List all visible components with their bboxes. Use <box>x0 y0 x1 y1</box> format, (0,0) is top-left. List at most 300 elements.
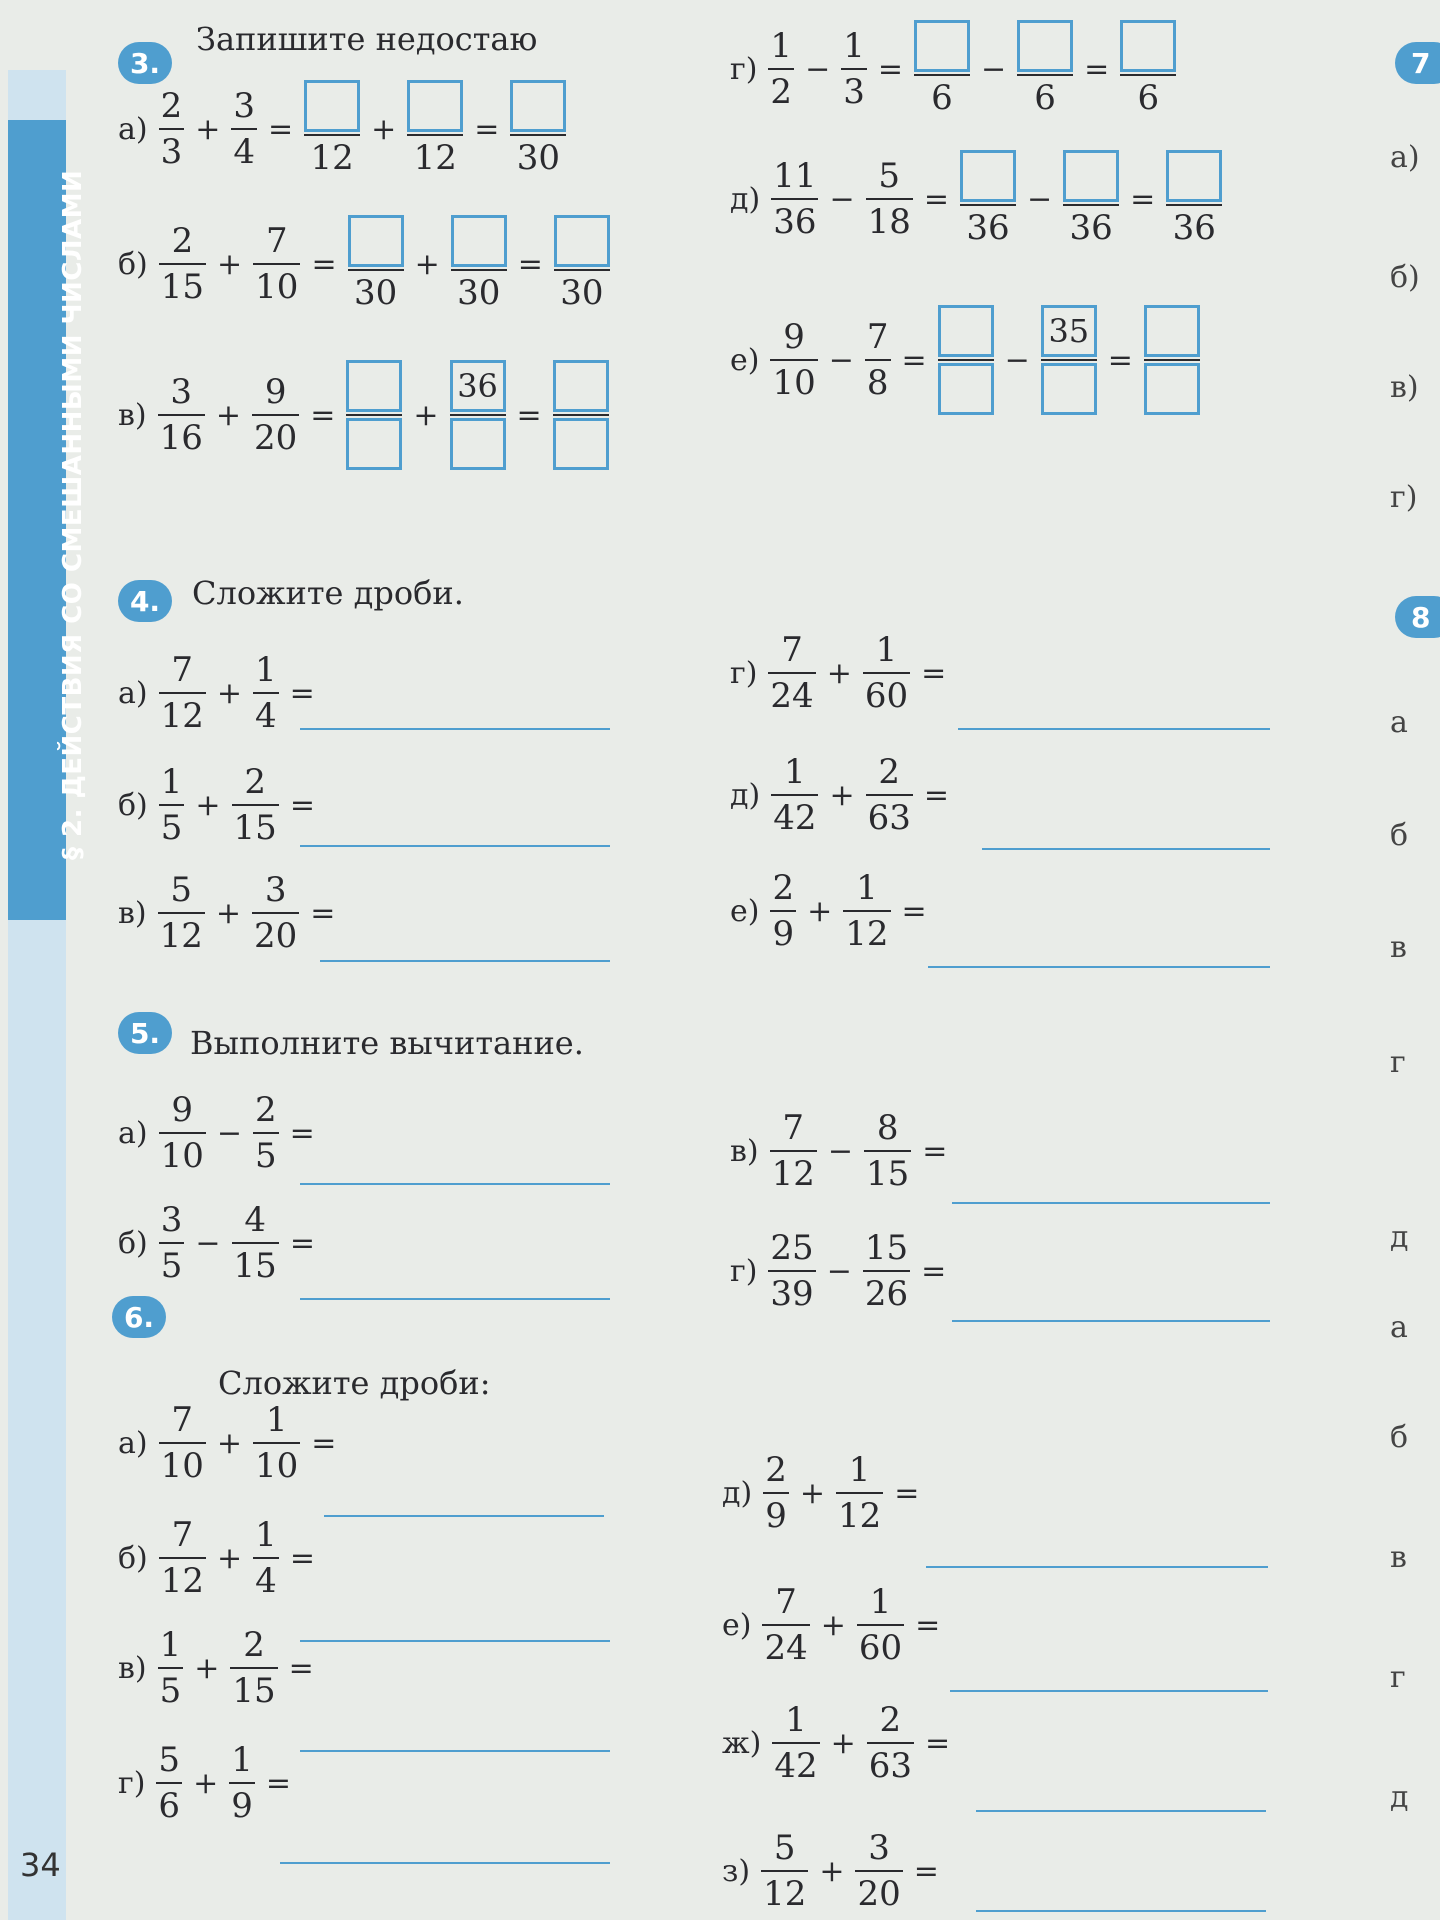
fraction-1-denominator: 10 <box>160 1446 204 1486</box>
fraction-1-bar <box>772 1742 819 1744</box>
fraction-2 <box>863 630 910 716</box>
answer-fraction-2-denominator-box[interactable] <box>1041 363 1097 415</box>
fraction-2-denominator: 18 <box>867 202 911 242</box>
answer-fraction-2 <box>1017 20 1073 118</box>
answer-fraction-2-denominator: 6 <box>1034 78 1056 118</box>
fraction-2-bar <box>864 1150 911 1152</box>
exercise-3-item-v <box>118 360 612 470</box>
operator: + <box>215 397 241 433</box>
fraction-2-denominator: 4 <box>255 1561 277 1601</box>
ex6-answer-line-6[interactable] <box>950 1690 1268 1692</box>
fraction-2-bar <box>253 1557 279 1559</box>
exercise-4-badge: 4. <box>118 580 172 622</box>
fraction-2-numerator: 7 <box>866 317 889 357</box>
operator: + <box>807 893 833 929</box>
answer-fraction-1-denominator-box[interactable] <box>938 363 994 415</box>
ex6-answer-line-5[interactable] <box>926 1566 1268 1568</box>
fraction-2 <box>252 372 299 458</box>
answer-fraction-2 <box>1041 305 1097 415</box>
fraction-1 <box>768 630 815 716</box>
next-page-letter: б <box>1390 818 1409 853</box>
equals-sign: = <box>268 111 294 147</box>
operator: + <box>193 1765 219 1801</box>
fraction-2 <box>866 752 913 838</box>
fraction-1 <box>159 221 206 307</box>
fraction-1-bar <box>159 804 185 806</box>
fraction-1-numerator: 1 <box>770 26 793 66</box>
equals-sign: = <box>289 1540 315 1576</box>
fraction-1-denominator: 15 <box>160 267 205 307</box>
fraction-2-bar <box>866 794 913 796</box>
answer-fraction-2 <box>450 360 506 470</box>
fraction-2 <box>863 1228 910 1314</box>
fraction-1-bar <box>771 794 818 796</box>
fraction-2-bar <box>866 198 913 200</box>
fraction-1-numerator: 2 <box>772 868 795 908</box>
equals-sign: = <box>877 51 903 87</box>
fraction-2-bar <box>253 692 279 694</box>
fraction-2-numerator: 7 <box>265 221 288 261</box>
fraction-2-denominator: 4 <box>233 132 256 172</box>
fraction-1-numerator: 1 <box>785 1700 807 1740</box>
equals-sign: = <box>310 397 336 433</box>
answer-fraction-1 <box>348 215 404 313</box>
item-label: б) <box>118 1540 148 1576</box>
answer-fraction-3-numerator-box[interactable] <box>1166 150 1222 202</box>
ex4-answer-line-2[interactable] <box>300 845 610 847</box>
item-label: в) <box>118 895 147 931</box>
fraction-1-denominator: 10 <box>160 1136 204 1176</box>
operator: + <box>413 397 439 433</box>
fraction-1 <box>159 762 185 848</box>
answer-fraction-3-numerator-box[interactable] <box>1144 305 1200 357</box>
fraction-1-denominator: 9 <box>765 1496 787 1536</box>
exercise-3-item-e <box>730 305 1203 415</box>
item-label: б) <box>118 246 148 282</box>
item-label: г) <box>730 655 758 691</box>
ex6-item-2 <box>118 1515 319 1601</box>
fraction-2-denominator: 60 <box>864 676 909 716</box>
ex6-item-1 <box>118 1400 340 1486</box>
fraction-2 <box>232 762 279 848</box>
answer-fraction-2-bar <box>1041 359 1097 361</box>
exercise-5-heading: Выполните вычитание. <box>190 1024 584 1062</box>
next-page-letter: б <box>1390 1420 1409 1455</box>
fraction-1 <box>771 156 818 242</box>
fraction-2-numerator: 2 <box>879 1700 902 1740</box>
answer-fraction-1 <box>346 360 402 470</box>
fraction-1 <box>762 1582 809 1668</box>
ex5-answer-line-4[interactable] <box>952 1320 1270 1322</box>
fraction-2 <box>229 1740 255 1826</box>
operator: + <box>217 246 243 282</box>
fraction-1-numerator: 9 <box>783 317 805 357</box>
answer-fraction-1-numerator-box[interactable] <box>960 150 1016 202</box>
ex4-item-6 <box>730 868 931 954</box>
ex6-item-5 <box>722 1450 923 1536</box>
fraction-1 <box>159 650 206 736</box>
answer-fraction-2 <box>407 80 463 178</box>
answer-fraction-3-numerator-box[interactable] <box>553 360 609 412</box>
fraction-1-denominator: 12 <box>160 696 204 736</box>
answer-fraction-2 <box>451 215 507 313</box>
fraction-2 <box>855 1828 902 1914</box>
equals-sign: = <box>289 787 315 823</box>
fraction-2-bar <box>252 912 299 914</box>
fraction-2-numerator: 2 <box>243 1625 265 1665</box>
fraction-1-denominator: 5 <box>160 1246 183 1286</box>
fraction-1-numerator: 5 <box>158 1740 181 1780</box>
ex4-answer-line-3[interactable] <box>320 960 610 962</box>
fraction-2 <box>843 868 890 954</box>
item-label: в) <box>118 1650 147 1686</box>
operator: − <box>980 51 1007 87</box>
operator: − <box>805 51 831 87</box>
fraction-2 <box>253 1400 300 1486</box>
fraction-2-bar <box>253 1442 300 1444</box>
answer-fraction-1-bar <box>346 414 402 416</box>
answer-fraction-2-numerator-box[interactable] <box>451 215 507 267</box>
next-page-letter: в <box>1390 930 1407 965</box>
next-page-letter: д <box>1390 1220 1409 1255</box>
fraction-1-denominator: 42 <box>773 798 817 838</box>
item-label: а) <box>118 111 148 147</box>
equals-sign: = <box>517 246 543 282</box>
fraction-2-numerator: 1 <box>265 1400 288 1440</box>
fraction-1 <box>158 870 205 956</box>
page-number: 34 <box>20 1846 61 1884</box>
fraction-1-bar <box>159 1242 185 1244</box>
exercise-3-item-b <box>118 215 613 313</box>
answer-fraction-2-numerator-box[interactable] <box>407 80 463 132</box>
fraction-2-bar <box>230 1667 277 1669</box>
fraction-2-denominator: 15 <box>233 808 277 848</box>
fraction-1-bar <box>762 1624 809 1626</box>
fraction-1-bar <box>159 1132 206 1134</box>
exercise-3-badge: 3. <box>118 42 172 84</box>
fraction-2-denominator: 3 <box>843 72 865 112</box>
fraction-1 <box>772 1700 819 1786</box>
answer-fraction-3-denominator-box[interactable] <box>1144 363 1200 415</box>
answer-fraction-1 <box>914 20 970 118</box>
item-label: в) <box>118 397 147 433</box>
fraction-2 <box>865 317 891 403</box>
answer-fraction-1-numerator-box[interactable] <box>346 360 402 412</box>
answer-fraction-1-numerator-box[interactable] <box>914 20 970 72</box>
next-page-letter: г) <box>1390 480 1418 515</box>
answer-fraction-2-numerator-box[interactable]: 36 <box>450 360 506 412</box>
ex5-answer-line-3[interactable] <box>952 1202 1270 1204</box>
fraction-2-numerator: 2 <box>255 1090 277 1130</box>
item-label: д) <box>722 1475 753 1511</box>
exercise-3-item-a <box>118 80 569 178</box>
ex6-answer-line-3[interactable] <box>300 1750 610 1752</box>
fraction-2-bar <box>857 1624 904 1626</box>
answer-fraction-2-denominator-box[interactable] <box>450 418 506 470</box>
fraction-2-numerator: 3 <box>233 86 256 126</box>
fraction-1-bar <box>770 910 796 912</box>
fraction-2-numerator: 1 <box>843 26 865 66</box>
fraction-1 <box>158 1625 184 1711</box>
fraction-2-denominator: 26 <box>864 1274 909 1314</box>
ex6-item-7 <box>722 1700 954 1786</box>
operator: − <box>828 342 854 378</box>
answer-fraction-1 <box>304 80 360 178</box>
fraction-2-numerator: 2 <box>878 752 901 792</box>
answer-fraction-1 <box>960 150 1016 248</box>
answer-fraction-3-denominator: 30 <box>516 138 561 178</box>
fraction-2 <box>867 1700 914 1786</box>
next-page-letter: а <box>1390 1310 1408 1345</box>
fraction-2-bar <box>863 1270 910 1272</box>
equals-sign: = <box>915 1607 941 1643</box>
operator: − <box>1027 181 1053 217</box>
exercise-3-item-d <box>730 150 1225 248</box>
item-label: г) <box>730 51 758 87</box>
ex4-item-2 <box>118 762 319 848</box>
fraction-1-bar <box>768 1270 815 1272</box>
fraction-2-denominator: 20 <box>857 1874 901 1914</box>
fraction-2 <box>864 1108 911 1194</box>
fraction-1 <box>761 1828 808 1914</box>
ex4-answer-line-4[interactable] <box>958 728 1270 730</box>
answer-fraction-1-bar <box>914 74 970 76</box>
fraction-1 <box>770 868 796 954</box>
fraction-1 <box>768 1228 815 1314</box>
ex6-answer-line-7[interactable] <box>976 1810 1266 1812</box>
equals-sign: = <box>901 342 927 378</box>
fraction-2-bar <box>253 263 300 265</box>
answer-fraction-1-numerator-box[interactable] <box>304 80 360 132</box>
fraction-2-denominator: 5 <box>255 1136 277 1176</box>
equals-sign: = <box>924 1725 951 1761</box>
fraction-1-numerator: 25 <box>770 1228 814 1268</box>
operator: + <box>414 246 440 282</box>
ex5-item-1 <box>118 1090 319 1176</box>
fraction-2 <box>253 650 279 736</box>
fraction-1-bar <box>159 128 185 130</box>
item-label: г) <box>730 1253 758 1289</box>
next-page-letter: г <box>1390 1045 1406 1080</box>
operator: − <box>829 181 855 217</box>
answer-fraction-1-denominator: 30 <box>353 273 398 313</box>
answer-fraction-3-denominator: 36 <box>1172 208 1216 248</box>
fraction-1-bar <box>159 1442 206 1444</box>
fraction-1-numerator: 2 <box>160 86 183 126</box>
fraction-1-denominator: 5 <box>159 1671 182 1711</box>
item-label: е) <box>730 342 760 378</box>
fraction-2 <box>866 156 913 242</box>
ex5-answer-line-1[interactable] <box>300 1183 610 1185</box>
fraction-1-denominator: 9 <box>772 914 795 954</box>
item-label: б) <box>118 787 148 823</box>
answer-fraction-2-numerator-box[interactable] <box>1017 20 1073 72</box>
answer-fraction-3-bar <box>1120 74 1176 76</box>
fraction-1-denominator: 12 <box>160 1561 205 1601</box>
equals-sign: = <box>265 1765 291 1801</box>
item-label: а) <box>118 1425 148 1461</box>
fraction-1-numerator: 1 <box>160 762 183 802</box>
fraction-1-bar <box>159 692 206 694</box>
answer-fraction-3 <box>1166 150 1222 248</box>
ex5-answer-line-2[interactable] <box>300 1298 610 1300</box>
answer-fraction-3-numerator-box[interactable] <box>554 215 610 267</box>
fraction-2-numerator: 3 <box>868 1828 890 1868</box>
next-page-letter: д <box>1390 1780 1409 1815</box>
item-label: е) <box>730 893 760 929</box>
fraction-2-bar <box>865 359 891 361</box>
answer-fraction-2 <box>1063 150 1119 248</box>
fraction-2 <box>836 1450 883 1536</box>
next-page-letter: в <box>1390 1540 1407 1575</box>
answer-fraction-1-bar <box>304 134 360 136</box>
answer-fraction-1-numerator-box[interactable] <box>348 215 404 267</box>
next-page-letter: б) <box>1390 260 1420 295</box>
fraction-1 <box>158 372 205 458</box>
ex6-item-4 <box>118 1740 295 1826</box>
operator: + <box>820 1607 846 1643</box>
exercise-3-item-g <box>730 20 1179 118</box>
exercise-4-heading: Сложите дроби. <box>192 574 464 612</box>
fraction-2-denominator: 15 <box>232 1671 276 1711</box>
answer-fraction-3-numerator-box[interactable] <box>510 80 566 132</box>
ex6-item-8 <box>722 1828 943 1914</box>
ex6-item-6 <box>722 1582 944 1668</box>
answer-fraction-3-numerator-box[interactable] <box>1120 20 1176 72</box>
fraction-2-numerator: 2 <box>244 762 266 802</box>
answer-fraction-1-denominator: 12 <box>310 138 354 178</box>
exercise-5-badge: 5. <box>118 1012 172 1054</box>
ex6-answer-line-8[interactable] <box>976 1910 1266 1912</box>
fraction-2-bar <box>231 128 257 130</box>
fraction-2-numerator: 15 <box>864 1228 909 1268</box>
operator: − <box>216 1115 242 1151</box>
operator: + <box>371 111 397 147</box>
item-label: г) <box>118 1765 146 1801</box>
operator: − <box>195 1225 221 1261</box>
answer-fraction-3-denominator-box[interactable] <box>553 418 609 470</box>
operator: + <box>194 1650 220 1686</box>
fraction-1-bar <box>159 263 206 265</box>
ex6-answer-line-1[interactable] <box>324 1515 604 1517</box>
fraction-1-denominator: 12 <box>159 916 203 956</box>
fraction-1-denominator: 3 <box>160 132 183 172</box>
answer-fraction-1-denominator-box[interactable] <box>346 418 402 470</box>
operator: + <box>829 777 855 813</box>
fraction-1-bar <box>761 1870 808 1872</box>
fraction-2-denominator: 60 <box>858 1628 903 1668</box>
fraction-2-numerator: 1 <box>848 1450 871 1490</box>
answer-fraction-2-numerator-box[interactable] <box>1063 150 1119 202</box>
equals-sign: = <box>913 1853 939 1889</box>
fraction-1-numerator: 7 <box>171 1400 194 1440</box>
fraction-1-denominator: 2 <box>770 72 793 112</box>
answer-fraction-1-bar <box>960 204 1016 206</box>
equals-sign: = <box>1084 51 1110 87</box>
equals-sign: = <box>923 181 949 217</box>
equals-sign: = <box>289 1115 315 1151</box>
fraction-2-denominator: 15 <box>233 1246 277 1286</box>
fraction-1-numerator: 7 <box>782 1108 805 1148</box>
answer-fraction-3-denominator: 30 <box>560 273 604 313</box>
equals-sign: = <box>923 777 949 813</box>
fraction-1 <box>159 1090 206 1176</box>
fraction-1-numerator: 5 <box>773 1828 796 1868</box>
ex4-answer-line-5[interactable] <box>982 848 1270 850</box>
ex4-answer-line-1[interactable] <box>300 728 610 730</box>
fraction-1 <box>768 26 794 112</box>
fraction-1-numerator: 3 <box>170 372 193 412</box>
item-label: з) <box>722 1853 751 1889</box>
fraction-2-numerator: 4 <box>244 1200 266 1240</box>
answer-fraction-2-denominator: 30 <box>457 273 501 313</box>
ex6-answer-line-4[interactable] <box>280 1862 610 1864</box>
answer-fraction-1 <box>938 305 994 415</box>
fraction-1-numerator: 9 <box>171 1090 194 1130</box>
fraction-1-denominator: 12 <box>771 1154 815 1194</box>
next-page-letter: а <box>1390 705 1408 740</box>
answer-fraction-3 <box>510 80 566 178</box>
fraction-1-bar <box>770 359 817 361</box>
item-label: ж) <box>722 1725 762 1761</box>
item-label: б) <box>118 1225 148 1261</box>
fraction-2 <box>253 1090 279 1176</box>
equals-sign: = <box>922 1133 948 1169</box>
answer-fraction-2-bar <box>450 414 506 416</box>
fraction-1 <box>763 1450 789 1536</box>
fraction-2-numerator: 1 <box>869 1582 892 1622</box>
fraction-1-bar <box>768 672 815 674</box>
equals-sign: = <box>921 1253 947 1289</box>
fraction-2-denominator: 10 <box>255 267 299 307</box>
fraction-1-bar <box>159 1557 206 1559</box>
fraction-1 <box>159 1400 206 1486</box>
fraction-2-numerator: 5 <box>878 156 901 196</box>
equals-sign: = <box>474 111 500 147</box>
fraction-2-denominator: 63 <box>867 798 911 838</box>
ex6-answer-line-2[interactable] <box>300 1640 610 1642</box>
operator: + <box>195 787 221 823</box>
equals-sign: = <box>894 1475 920 1511</box>
equals-sign: = <box>921 655 947 691</box>
operator: + <box>217 1540 243 1576</box>
fraction-2 <box>230 1625 277 1711</box>
fraction-2 <box>253 1515 279 1601</box>
operator: + <box>216 675 242 711</box>
answer-fraction-2-numerator-box[interactable]: 35 <box>1041 305 1097 357</box>
fraction-1-denominator: 12 <box>763 1874 807 1914</box>
fraction-1-bar <box>768 68 794 70</box>
fraction-1-bar <box>158 1667 184 1669</box>
fraction-1-bar <box>158 414 205 416</box>
fraction-2 <box>252 870 299 956</box>
fraction-2-bar <box>855 1870 902 1872</box>
fraction-2-numerator: 3 <box>264 870 287 910</box>
fraction-1-numerator: 1 <box>784 752 806 792</box>
answer-fraction-1-numerator-box[interactable] <box>938 305 994 357</box>
answer-fraction-3-bar <box>554 269 610 271</box>
fraction-2-bar <box>841 68 867 70</box>
exercise-3-heading: Запишите недостаю <box>196 20 538 58</box>
fraction-2-denominator: 8 <box>866 363 889 403</box>
exercise-6-heading: Сложите дроби: <box>218 1364 491 1402</box>
item-label: в) <box>730 1133 759 1169</box>
ex4-item-5 <box>730 752 953 838</box>
fraction-2 <box>231 86 257 172</box>
next-page-letter: в) <box>1390 370 1419 405</box>
answer-fraction-2-bar <box>451 269 507 271</box>
ex4-answer-line-6[interactable] <box>928 966 1270 968</box>
